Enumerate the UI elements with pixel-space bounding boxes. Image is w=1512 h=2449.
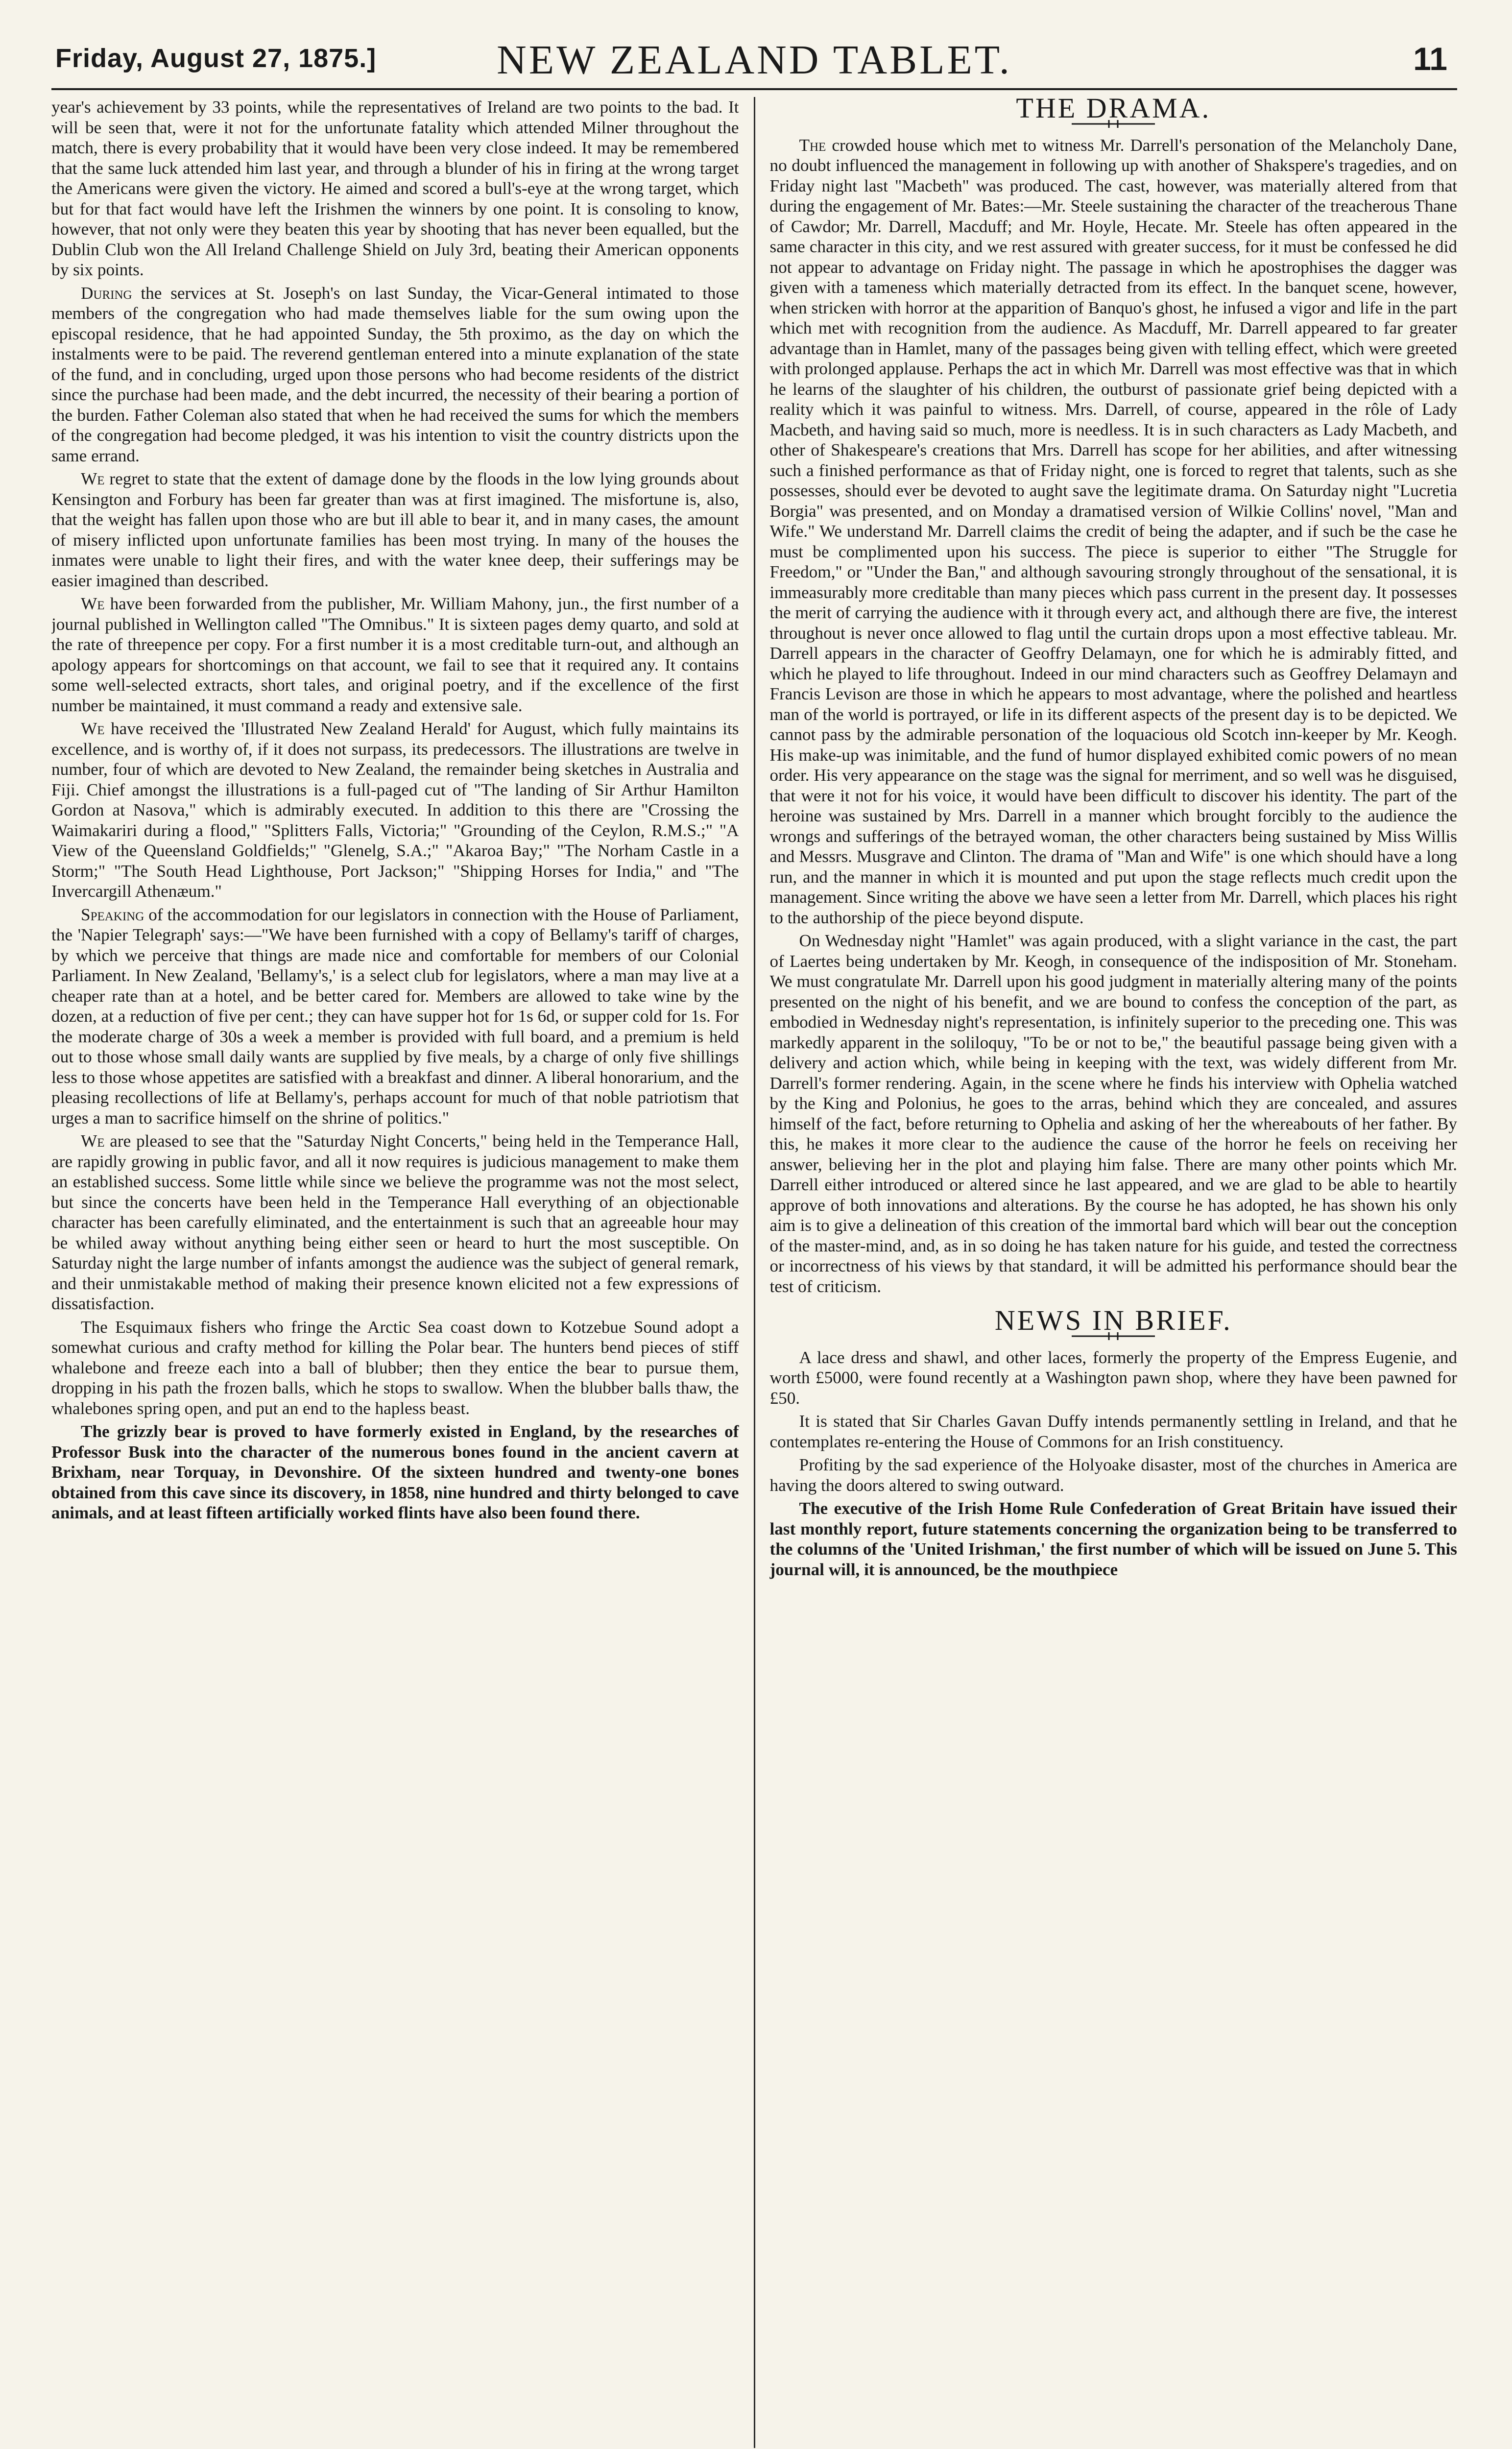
article-esquimaux: The Esquimaux fishers who fringe the Arctic Sea coast down to Kotzebue Sound adopt a somewhat curious and crafty method for killing the Polar bear. The hunters bend pieces of stiff whalebone and freeze each into a ball of blubber; then they entice the bear to pursue them, dropping in his path the frozen balls, which he stops to swallow. When the blubber balls thaw, the whalebones spring open, and put an end to the hapless beast. <box>51 1317 739 1418</box>
page-number: 11 <box>1413 41 1447 77</box>
article-body: the services at St. Joseph's on last Sunday, the Vicar-General intimated to those members of the congregation who had made themselves liable for the sum owing upon the episcopal residence, that he had appointed Sunday, the 5th proximo, as the day on which the instalments were to be paid. The reverend gentleman entered into a minute explanation of the state of the fund, and in concluding, urged upon those persons who had become residents of the district since the purchase had been made, and the debt incurred, the necessity of their bearing a portion of the burden. Father Coleman also stated that when he had received the sums for which the members of the congregation had become pledged, it was his intention to visit the country districts upon the same errand. <box>51 283 739 465</box>
article-body: of the accommodation for our legislators in connection with the House of Parliament, the 'Napier Telegraph' says:—"We have been furnished with a copy of Bellamy's tariff of charges, by which we perceive that things are made nice and comfortable for members of our Colonial Parliament. In New Zealand, 'Bellamy's,' is a select club for legislators, where a man may live at a cheaper rate than at a hotel, and be better cared for. Members are allowed to take wine by the dozen, at a reduction of five per cent.; they can have supper hot for 1s 6d, or supper cold for 1s. For the moderate charge of 30s a week a member is provided with full board, and a premium is held out to those whose small daily wants are supplied by five meals, by a charge of only five shillings less to those whose appetites are satisfied with a breakfast and dinner. A liberal honorarium, and the pleasing recollections of life at Bellamy's, perhaps account for much of that noble patriotism that urges a man to sacrifice himself on the shrine of politics." <box>51 905 739 1128</box>
news-heading: NEWS IN BRIEF. <box>994 1304 1232 1336</box>
article-body: regret to state that the extent of damage done by the floods in the low lying grounds about Kensington and Forbury has been far greater than was at first imagined. The misfortune is, also, that the weight has fallen upon those who are but ill able to bear it, and in many cases, the amount of misery inflicted upon unfortunate families has been most trying. In many of the houses the inmates were unable to light their fires, and with the water knee deep, their sufferings may be easier imagined than described. <box>51 469 739 590</box>
lead-word: The <box>799 135 826 155</box>
article-body: have been forwarded from the publisher, Mr. William Mahony, jun., the first number of a journal published in Wellington called "The Omnibus." It is sixteen pages demy quarto, and sold at the rate of threepence per copy. For a first number it is a most creditable turn-out, and although an apology appears for shortcomings on that account, we fail to see that it required any. It contains some well-selected extracts, short tales, and original poetry, and if the excellence of the first number be maintained, it must command a ready and extensive sale. <box>51 594 739 715</box>
masthead <box>51 29 1457 90</box>
article-body: have received the 'Illustrated New Zealand Herald' for August, which fully maintains its excellence, and is worthy of, if it does not surpass, its predecessors. The illustrations are twelve in number, four of which are devoted to New Zealand, the remainder being sketches in Australia and Fiji. Chief amongst the illustrations is a full-paged cut of "The landing of Sir Arthur Hamilton Gordon at Nasova," which is admirably executed. In addition to this there are "Crossing the Waimakariri during a flood," "Splitters Falls, Victoria;" "Grounding of the Ceylon, R.M.S.;" "A View of the Queensland Goldfields;" "Glenelg, S.A.;" "Akaroa Bay;" "The Norham Castle in a Storm;" "The South Head Lighthouse, Port Jackson;" "Shipping Horses for India," and "The Invercargill Athenæum." <box>51 719 739 901</box>
news-item-gavan-duffy: It is stated that Sir Charles Gavan Duffy intends permanently settling in Ireland, and that he contemplates re-entering the House of Commons for an Irish constituency. <box>769 1412 1457 1451</box>
article-omnibus <box>51 594 739 716</box>
newspaper-title: NEW ZEALAND TABLET. <box>497 37 1012 83</box>
lead-word: We <box>81 469 105 488</box>
lead-word: We <box>81 719 105 738</box>
right-column <box>755 97 1458 2448</box>
lead-word: During <box>81 283 132 303</box>
article-body: crowded house which met to witness Mr. Darrell's personation of the Melancholy Dane, no doubt influenced the management in following up with another of Shakspere's tragedies, and on Friday night last "Macbeth" was produced. The cast, however, was materially altered from that during the engagement of Mr. Bates:—Mr. Steele sustaining the character of the treacherous Thane of Cawdor; Mr. Darrell, Macduff; and Mr. Hoyle, Hecate. Mr. Steele has often appeared in the same character in this city, and we rest assured with greater success, for it must be confessed he did not appear to advantage on Friday night. The passage in which he apostrophises the dagger was given with a tameness which materially detracted from its effect. In the banquet scene, however, when stricken with horror at the apparition of Banquo's ghost, he infused a vigor and life in the part which met with recognition from the audience. As Macduff, Mr. Darrell appeared to far greater advantage than in Hamlet, many of the passages being given with telling effect, which were greeted with prolonged applause. Perhaps the act in which Mr. Darrell was most effective was that in which he learns of the slaughter of his children, the outburst of passionate grief being depicted with a reality which it was painful to witness. Mrs. Darrell, of course, appeared in the rôle of Lady Macbeth, and having said so much, more is needless. It is in such characters as Lady Macbeth, and other of Shakespeare's creations that Mrs. Darrell has scope for her abilities, and after witnessing such a finished performance as that of Friday night, one is forced to regret that talents, such as she possesses, should ever be devoted to aught save the legitimate drama. On Saturday night "Lucretia Borgia" was presented, and on Monday a dramatised version of Wilkie Collins' novel, "Man and Wife." We understand Mr. Darrell claims the credit of being the adapter, and if such be the case he must be complimented upon his success. The piece is superior to either "The Struggle for Freedom," or "Under the Ban," and although savouring strongly throughout of the sensational, it is immeasurably more creditable than many pieces which pass current in the present day. It possesses the merit of carrying the audience with it through every act, and although there are five, the interest throughout is never once allowed to flag until the curtain drops upon a most effective tableau. Mr. Darrell appears in the character of Geoffry Delamayn, one for which he is admirably fitted, and which he played to life throughout. Indeed in our mind characters such as Geoffrey Delamayn and Francis Levison are those in which he appears to most advantage, where the polished and heartless man of the world is portrayed, or life in its different aspects of the present day is to be depicted. We cannot pass by the admirable personation of the loquacious old Scotch inn-keeper by Mr. Keogh. His make-up was inimitable, and the fund of humor displayed exhibited comic powers of no mean order. His very appearance on the stage was the signal for merriment, and so well was he disguised, that were it not for his voice, it would have been difficult to discover his identity. The part of the heroine was sustained by Mrs. Darrell in a manner which brought forcibly to the audience the wrongs and sufferings of the betrayed woman, the other characters being sustained by Miss Willis and Messrs. Musgrave and Clinton. The drama of "Man and Wife" is one which should have a long run, and the manner in which it is mounted and put upon the stage reflects much credit upon the management. Since writing the above we have seen a letter from Mr. Darrell, which places his right to the authorship of the piece beyond dispute. <box>769 135 1457 927</box>
drama-hamlet: On Wednesday night "Hamlet" was again produced, with a slight variance in the cast, the part of Laertes being undertaken by Mr. Keogh, in consequence of the indisposition of Mr. Stoneham. We must congratulate Mr. Darrell upon his good judgment in materially altering many of the points presented on the night of his benefit, and we are bound to confess the conception of the part, as embodied in Wednesday night's representation, is infinitely superior to the preceding one. This was markedly apparent in the soliloquy, "To be or not to be," the beautiful passage being given with a delivery and action which, while being in keeping with the text, was widely different from Mr. Darrell's former rendering. Again, in the scene where he finds his interview with Ophelia watched by the King and Polonius, he goes to the arras, behind which they are concealed, and assures himself of the fact, before returning to Ophelia and asking of her the whereabouts of her father. By this, he makes it more clear to the audience the cause of the horror he feels on receiving her answer, believing her in the plot and playing him false. There are many other points which Mr. Darrell either introduced or altered since he last appeared, and we are glad to be able to heartily approve of both innovations and alterations. By the course he has adopted, he has shown his only aim is to give a delineation of this creation of the immortal bard which will bear out the conception of the master-mind, and, as in so doing he has taken nature for his guide, and tested the correctness or incorrectness of his views by that standard, it will be admitted his performance should bear the test of criticism. <box>769 931 1457 1296</box>
article-rifle-match: year's achievement by 33 points, while the representatives of Ireland are two points to the bad. It will be seen that, were it not for the unfortunate fatality which attended Milner throughout the match, there is every probability that it would have been very close indeed. It may be remembered that the same luck attended him last year, and through a blunder of his in firing at the wrong target the Americans were given the victory. He aimed and scored a bull's-eye at the wrong target, which but for that fact would have left the Irishmen the winners by one point. It is consoling to know, however, that not only were they beaten this year by shooting that has never been equalled, but the Dublin Club won the All Ireland Challenge Shield on July 3rd, beating their American opponents by six points. <box>51 97 739 279</box>
article-saturday-concerts <box>51 1131 739 1314</box>
lead-word: We <box>81 594 105 613</box>
article-bellamys <box>51 905 739 1128</box>
lead-word: We <box>81 1131 105 1151</box>
news-item-church-doors: Profiting by the sad experience of the Holyoake disaster, most of the churches in America are having the doors altered to swing outward. <box>769 1455 1457 1495</box>
article-illustrated-herald <box>51 719 739 902</box>
article-floods <box>51 469 739 591</box>
columns <box>51 97 1457 2448</box>
lead-word: Speaking <box>81 905 144 924</box>
left-column <box>51 97 755 2448</box>
drama-macbeth <box>770 135 1458 928</box>
issue-date: Friday, August 27, 1875.] <box>55 44 377 73</box>
article-body: are pleased to see that the "Saturday Night Concerts," being held in the Temperance Hall, are rapidly growing in public favor, and all it now requires is judicious management to make them an established success. Some little while since we believe the programme was not the most select, but since the concerts have been held in the Temperance Hall everything of an objectionable character has been carefully eliminated, and the entertainment is such that an agreeable hour may be whiled away without anything being either seen or heard to hurt the most susceptible. On Saturday night the large number of infants amongst the audience was the subject of general remark, and their unmistakable method of making their presence known elicited not a few expressions of dissatisfaction. <box>51 1131 739 1313</box>
drama-heading: THE DRAMA. <box>1016 97 1211 124</box>
news-item-lace-dress: A lace dress and shawl, and other laces, formerly the property of the Empress Eugenie, and worth £5000, were found recently at a Washington pawn shop, where they have been pawned for £50. <box>769 1347 1457 1408</box>
news-item-home-rule: The executive of the Irish Home Rule Confederation of Great Britain have issued their last monthly report, future statements concerning the organization being to be transferred to the columns of the 'United Irishman,' the first number of which will be issued on June 5. This journal will, it is announced, be the mouthpiece <box>769 1499 1457 1579</box>
article-vicar-general <box>51 283 739 466</box>
article-grizzly-bear: The grizzly bear is proved to have formerly existed in England, by the researches of Professor Busk into the character of the numerous bones found in the ancient cavern at Brixham, near Torquay, in Devonshire. Of the sixteen hundred and twenty-one bones obtained from this cave since its discovery, in 1858, nine hundred and thirty belonged to cave animals, and at least fifteen artificially worked flints have also been found there. <box>51 1422 739 1522</box>
